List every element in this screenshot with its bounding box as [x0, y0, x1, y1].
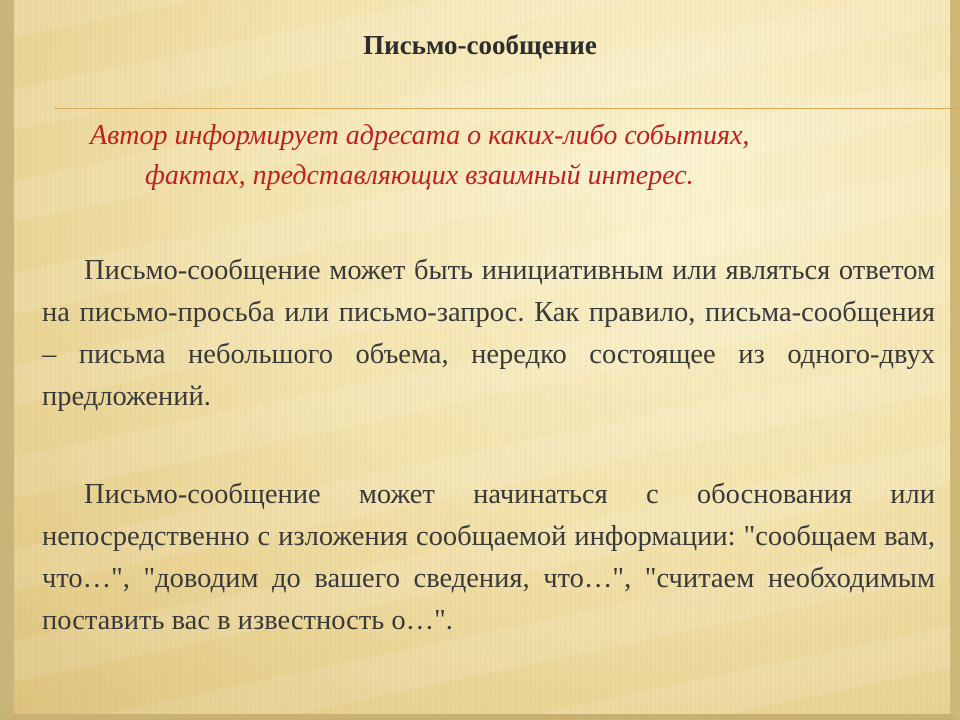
body-paragraph-1: Письмо-сообщение может быть инициативным или являться ответом на письмо-просьба или письмо-запрос. Как правило, письма-сообщения – письма небольшого объема, нередко состоящее из одного-двух предложений. [42, 255, 935, 412]
slide-title: Письмо-сообщение [363, 30, 597, 60]
title-divider [54, 108, 960, 109]
lead-line-1: Автор информирует адресата о каких-либо событиях, [90, 120, 750, 151]
body-paragraph-2: Письмо-сообщение может начинаться с обоснования или непосредственно с изложения сообщаемой информации: "сообщаем вам, что…", "доводим до вашего сведения, что…", "считаем необходимым поставить вас в известность о…". [42, 479, 935, 636]
lead-line-2: фактах, представляющих взаимный интерес. [145, 160, 694, 191]
lead-text [90, 116, 930, 196]
